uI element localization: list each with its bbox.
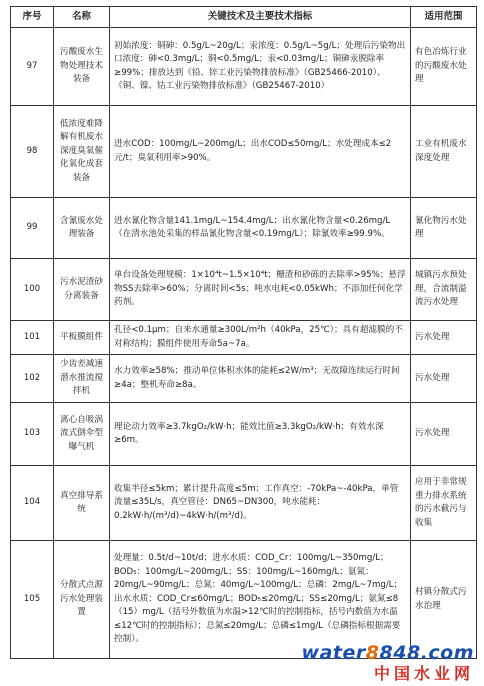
table-header-row — [11, 7, 477, 28]
table-row — [11, 106, 477, 198]
row-no: 101 — [11, 321, 54, 355]
row-name: 低浓度难降解有机废水深度臭氧催化氧化成套装备 — [54, 106, 110, 198]
row-tech: 初始浓度：铜砷：0.5g/L~20g/L；汞浓度：0.5g/L~5g/L；处理后污染物出口浓度：砷<0.3mg/L；铜<0.5mg/L；汞<0.03mg/L；铜砷汞脱除率≥99%；排放达到《铅、锌工业污染物排放标准》（GB25466-2010）、《铜、镍、钴工业污染物排放标准》（GB25467-2010） — [110, 28, 411, 106]
row-scope: 氰化物污水处理 — [411, 198, 477, 259]
watermark-domain-suffix: 848.com — [379, 642, 474, 664]
row-scope: 村镇分散式污水治理 — [411, 541, 477, 659]
table-row — [11, 403, 477, 466]
row-name: 真空排导系统 — [54, 466, 110, 541]
row-name: 少齿差减速潜水推流搅拌机 — [54, 355, 110, 403]
row-no: 103 — [11, 403, 54, 466]
row-name: 污水泥渣砂分离装备 — [54, 259, 110, 321]
row-no: 104 — [11, 466, 54, 541]
row-name: 含氰废水处理装备 — [54, 198, 110, 259]
watermark-site-name: 中国水业网 — [373, 664, 474, 683]
equipment-table — [10, 6, 477, 659]
row-tech: 处理量：0.5t/d~10t/d；进水水质：COD_Cr：100mg/L~350mg/L；BOD₅：100mg/L~200mg/L；SS：100mg/L~160mg/L；氨氮：20mg/L~90mg/L；总氮：40mg/L~100mg/L；总磷：2mg/L~7mg/L；出水水质：COD_Cr≤60mg/L；BOD₅≤20mg/L；SS≤20mg/L；氨氮≤8（15）mg/L（括号外数值为水温>12℃时的控制指标，括号内数值为水温≤12℃时的控制指标）；总氮≤20mg/L；总磷≤1mg/L（总磷指标根据需要控制）。 — [110, 541, 411, 659]
row-tech: 孔径<0.1μm；自来水通量≥300L/m²h（40kPa，25℃）；具有超滤膜的不对称结构；膜组件使用寿命5a~7a。 — [110, 321, 411, 355]
row-name: 污酸废水生物处理技术装备 — [54, 28, 110, 106]
row-tech: 水力效率≥58%；推动单位体积水体的能耗≤2W/m³；无故障连续运行时间≥4a；整机寿命≥8a。 — [110, 355, 411, 403]
row-tech: 进水氰化物含量141.1mg/L~154.4mg/L；出水氰化物含量<0.26mg/L（在清水池处采集的样品氰化物含量<0.19mg/L）；除氰效率≥99.9%。 — [110, 198, 411, 259]
row-tech: 理论动力效率≥3.7kgO₂/kW·h；能效比值≥3.3kgO₂/kW·h；有效水深≥6m。 — [110, 403, 411, 466]
row-name: 离心自吸涡流式倒伞型曝气机 — [54, 403, 110, 466]
row-scope: 污水处理 — [411, 321, 477, 355]
row-tech: 单台设备处理规模：1×10⁴t~1.5×10⁴t；栅渣和砂砾的去除率>95%；悬浮物SS去除率>60%；分离时间<5s；吨水电耗<0.05kWh；不添加任何化学药剂。 — [110, 259, 411, 321]
row-scope: 应用于非常规重力排水系统的污水截污与收集 — [411, 466, 477, 541]
table-row — [11, 541, 477, 659]
row-no: 100 — [11, 259, 54, 321]
row-no: 97 — [11, 28, 54, 106]
row-name: 平板膜组件 — [54, 321, 110, 355]
row-scope: 有色冶炼行业的污酸废水处理 — [411, 28, 477, 106]
table-row — [11, 466, 477, 541]
row-no: 105 — [11, 541, 54, 659]
watermark-domain-prefix: water — [301, 642, 366, 664]
table-row — [11, 321, 477, 355]
table-row — [11, 355, 477, 403]
header-no: 序号 — [11, 7, 54, 28]
row-no: 102 — [11, 355, 54, 403]
row-tech: 收集半径≤5km；累计提升高度≤5m；工作真空：-70kPa~-40kPa，单管流量≤35L/s，真空管径：DN65~DN300，吨水能耗：0.2kW·h/(m³/d)~4kW·h/(m³/d)。 — [110, 466, 411, 541]
header-name: 名称 — [54, 7, 110, 28]
header-scope: 适用范围 — [411, 7, 477, 28]
watermark-logo — [301, 642, 478, 684]
row-scope: 污水处理 — [411, 403, 477, 466]
watermark-domain-mid: 8 — [365, 642, 380, 664]
row-tech: 进水COD：100mg/L~200mg/L；出水COD≤50mg/L；水处理成本≤2元/t；臭氧利用率>90%。 — [110, 106, 411, 198]
row-no: 99 — [11, 198, 54, 259]
row-scope: 污水处理 — [411, 355, 477, 403]
table-row — [11, 259, 477, 321]
table-row — [11, 198, 477, 259]
row-scope: 城镇污水预处理，合流制溢流污水处理 — [411, 259, 477, 321]
row-no: 98 — [11, 106, 54, 198]
table-row — [11, 28, 477, 106]
row-name: 分散式点源污水处理装置 — [54, 541, 110, 659]
row-scope: 工业有机废水深度处理 — [411, 106, 477, 198]
header-tech: 关键技术及主要技术指标 — [110, 7, 411, 28]
